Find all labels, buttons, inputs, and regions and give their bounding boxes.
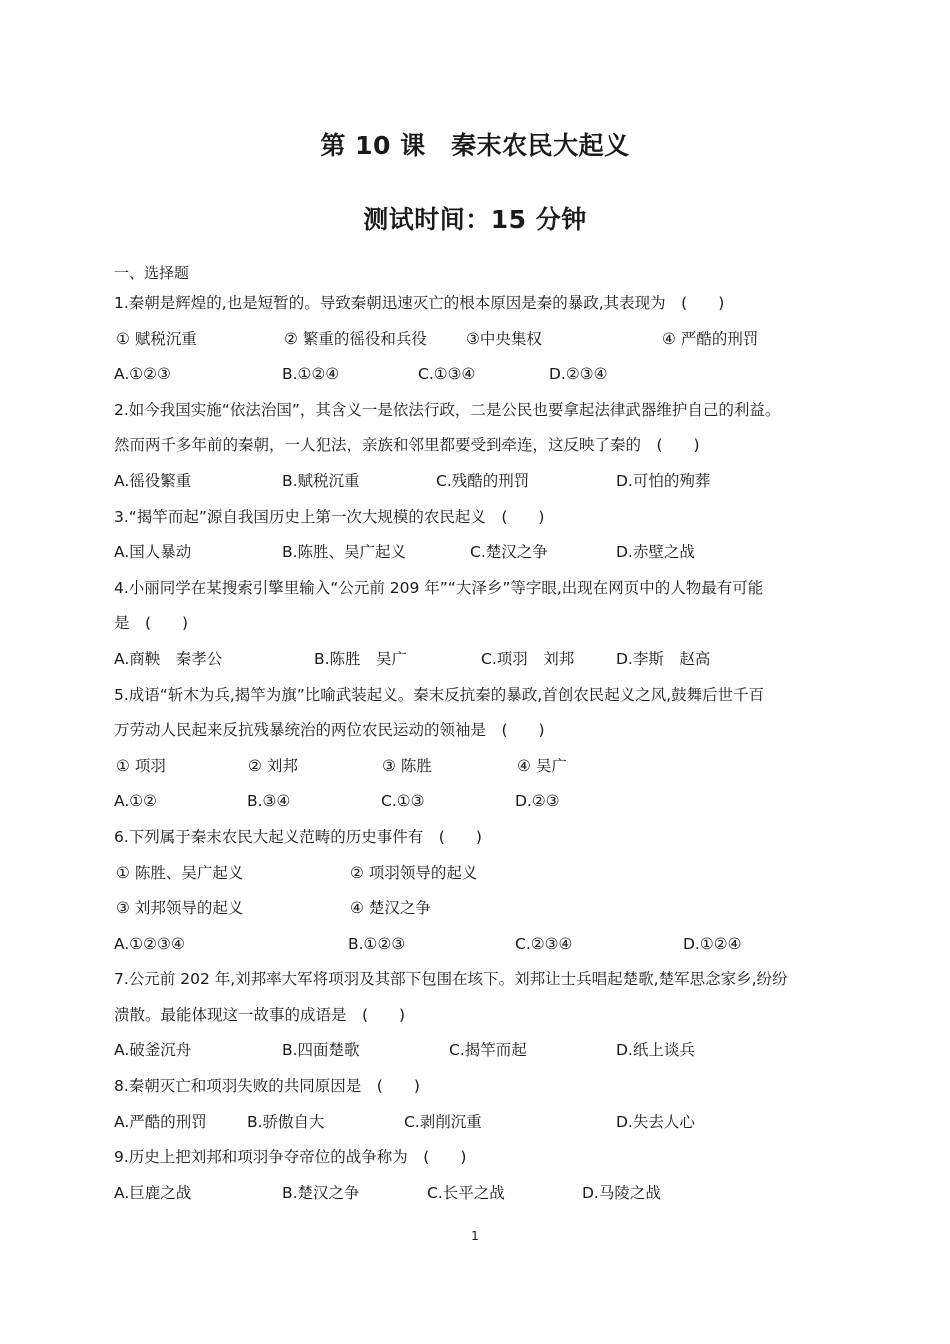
- question-9-option: D.马陵之战: [582, 1183, 661, 1202]
- question-4-options: [114, 642, 950, 678]
- question-8-options: [114, 1105, 950, 1141]
- question-2-option: D.可怕的殉葬: [616, 471, 711, 490]
- question-5-options: [114, 784, 950, 820]
- question-1-item: ④ 严酷的刑罚: [662, 329, 759, 348]
- question-5-option: C.①③: [381, 792, 425, 811]
- question-1-items: [114, 322, 950, 358]
- question-6-option: B.①②③: [348, 934, 406, 953]
- section-heading: 一、选择题: [114, 264, 190, 282]
- page-subtitle: 测试时间：15 分钟: [363, 205, 587, 234]
- question-5-option: B.③④: [247, 792, 291, 811]
- question-1-option: A.①②③: [114, 365, 171, 384]
- question-9-stem: 9.历史上把刘邦和项羽争夺帝位的战争称为 ( ): [114, 1148, 467, 1167]
- question-7-options: [114, 1033, 950, 1069]
- question-7-stem-line-2: 溃散。最能体现这一故事的成语是 ( ): [114, 1005, 406, 1024]
- page-title: 第 10 课 秦末农民大起义: [320, 131, 630, 160]
- question-4-stem-line-1: 4.小丽同学在某搜索引擎里输入“公元前 209 年”“大泽乡”等字眼,出现在网页中的人物最有可能: [114, 578, 764, 597]
- question-5-item: ② 刘邦: [248, 756, 298, 775]
- question-3-option: D.赤壁之战: [616, 543, 695, 562]
- question-1-option: B.①②④: [282, 365, 340, 384]
- question-1-item: ③中央集权: [466, 329, 542, 348]
- question-3-stem: 3.“揭竿而起”源自我国历史上第一次大规模的农民起义 ( ): [114, 507, 545, 526]
- question-6-option: D.①②④: [683, 934, 742, 953]
- question-9-option: C.长平之战: [427, 1183, 505, 1202]
- question-5-item: ③ 陈胜: [382, 756, 432, 775]
- question-5-option: D.②③: [515, 792, 560, 811]
- question-9-options: [114, 1176, 950, 1212]
- question-8-stem: 8.秦朝灭亡和项羽失败的共同原因是 ( ): [114, 1077, 420, 1096]
- page-number: 1: [471, 1229, 479, 1243]
- question-1-option: D.②③④: [549, 365, 608, 384]
- question-6-options: [114, 927, 950, 963]
- question-4-option: D.李斯 赵高: [616, 649, 711, 668]
- question-4-option: A.商鞅 秦孝公: [114, 649, 223, 668]
- question-5-item: ④ 吴广: [517, 756, 567, 775]
- question-6-item: ② 项羽领导的起义: [350, 863, 478, 882]
- question-9-option: B.楚汉之争: [282, 1183, 360, 1202]
- question-8-option: D.失去人心: [616, 1112, 695, 1131]
- question-6-item: ① 陈胜、吴广起义: [116, 863, 244, 882]
- question-2-option: A.徭役繁重: [114, 471, 192, 490]
- question-6-items-row-1: [114, 856, 950, 892]
- question-6-option: C.②③④: [515, 934, 573, 953]
- question-1-options: [114, 357, 950, 393]
- question-6-item: ④ 楚汉之争: [350, 899, 431, 918]
- question-6-option: A.①②③④: [114, 934, 185, 953]
- question-5-stem-line-2: 万劳动人民起来反抗残暴统治的两位农民运动的领袖是 ( ): [114, 721, 545, 740]
- question-5-item: ① 项羽: [116, 756, 166, 775]
- question-3-options: [114, 535, 950, 571]
- question-6-item: ③ 刘邦领导的起义: [116, 899, 244, 918]
- question-4-option: B.陈胜 吴广: [314, 649, 408, 668]
- question-7-option: D.纸上谈兵: [616, 1041, 695, 1060]
- question-1-option: C.①③④: [418, 365, 476, 384]
- question-8-option: A.严酷的刑罚: [114, 1112, 207, 1131]
- question-5-option: A.①②: [114, 792, 158, 811]
- question-8-option: B.骄傲自大: [247, 1112, 325, 1131]
- question-2-stem-line-1: 2.如今我国实施“依法治国”，其含义一是依法行政，二是公民也要拿起法律武器维护自己的利益。: [114, 400, 781, 419]
- question-1-stem: 1.秦朝是辉煌的,也是短暂的。导致秦朝迅速灭亡的根本原因是秦的暴政,其表现为 ( ): [114, 294, 725, 312]
- question-3-option: B.陈胜、吴广起义: [282, 543, 407, 562]
- question-7-option: C.揭竿而起: [449, 1041, 527, 1060]
- question-3-option: A.国人暴动: [114, 543, 192, 562]
- question-2-option: B.赋税沉重: [282, 471, 360, 490]
- question-6-items-row-2: [114, 891, 950, 927]
- question-2-stem-line-2: 然而两千多年前的秦朝，一人犯法，亲族和邻里都要受到牵连，这反映了秦的 ( ): [114, 436, 700, 455]
- question-8-option: C.剥削沉重: [404, 1112, 482, 1131]
- question-1-item: ① 赋税沉重: [116, 329, 197, 348]
- question-5-items: [114, 749, 950, 785]
- question-2-option: C.残酷的刑罚: [436, 471, 530, 490]
- question-7-stem-line-1: 7.公元前 202 年,刘邦率大军将项羽及其部下包围在垓下。刘邦让士兵唱起楚歌,楚军思念家乡,纷纷: [114, 970, 788, 989]
- question-7-option: B.四面楚歌: [282, 1041, 360, 1060]
- question-2-options: [114, 464, 950, 500]
- question-6-stem: 6.下列属于秦末农民大起义范畴的历史事件有 ( ): [114, 827, 482, 846]
- question-3-option: C.楚汉之争: [470, 543, 548, 562]
- question-5-stem-line-1: 5.成语“斩木为兵,揭竿为旗”比喻武装起义。秦末反抗秦的暴政,首创农民起义之风,鼓舞后世千百: [114, 685, 765, 704]
- question-1-item: ② 繁重的徭役和兵役: [284, 329, 427, 348]
- question-7-option: A.破釜沉舟: [114, 1041, 192, 1060]
- question-4-stem-line-2: 是 ( ): [114, 614, 189, 633]
- question-4-option: C.项羽 刘邦: [481, 649, 575, 668]
- question-9-option: A.巨鹿之战: [114, 1183, 192, 1202]
